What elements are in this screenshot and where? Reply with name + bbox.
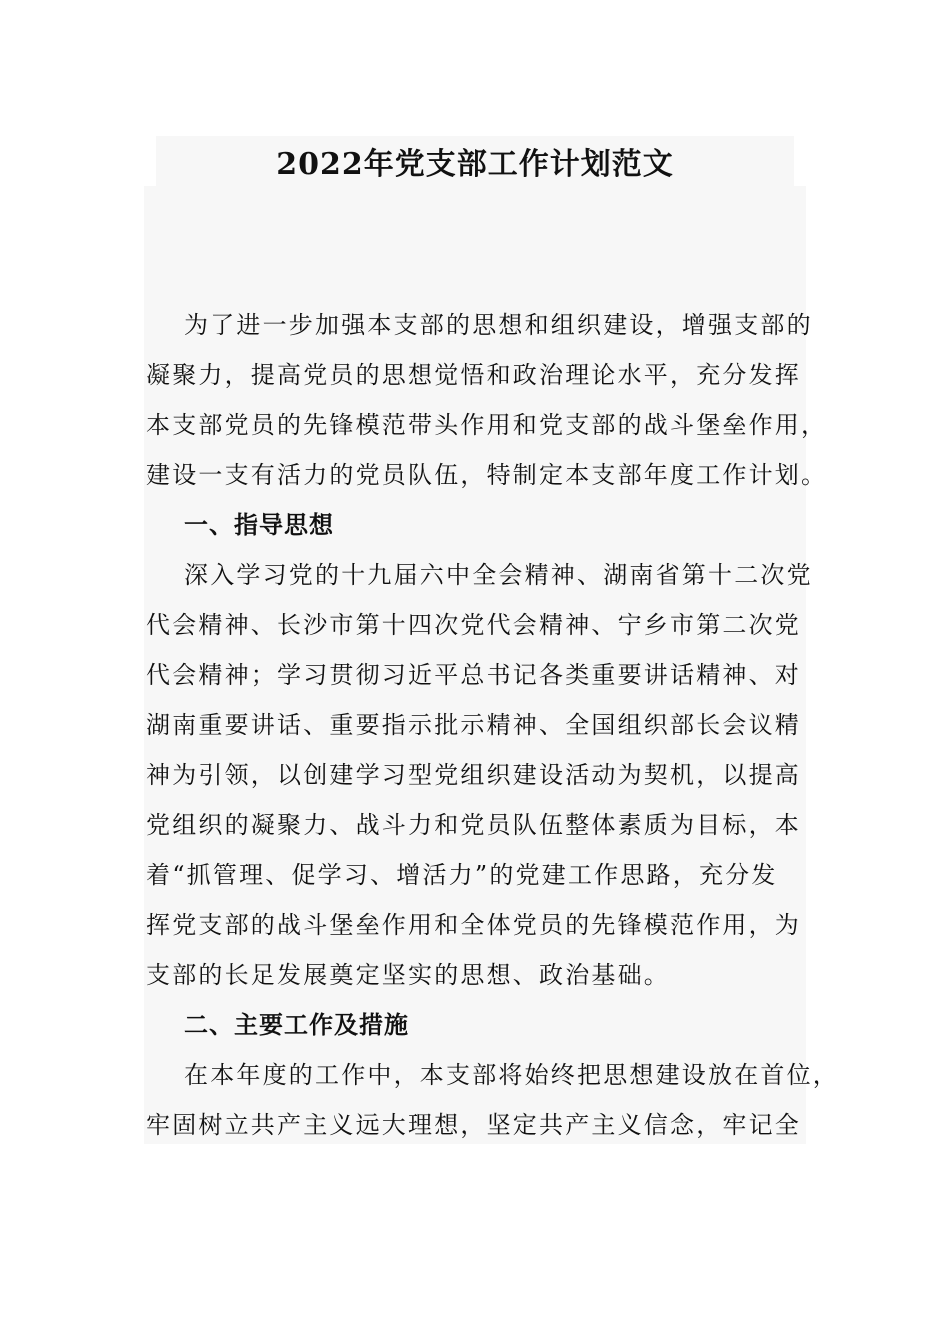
paragraph-intro-line-4: 建设一支有活力的党员队伍，特制定本支部年度工作计划。 — [146, 461, 828, 489]
paragraph-guiding-line-4: 湖南重要讲话、重要指示批示精神、全国组织部长会议精 — [146, 711, 801, 739]
paragraph-guiding-line-5: 神为引领，以创建学习型党组织建设活动为契机，以提高 — [146, 761, 801, 789]
section-heading-main-work: 二、主要工作及措施 — [184, 1011, 409, 1039]
paragraph-guiding-line-3: 代会精神；学习贯彻习近平总书记各类重要讲话精神、对 — [146, 661, 801, 689]
document-title: 2022年党支部工作计划范文 — [276, 147, 674, 182]
paragraph-intro-line-2: 凝聚力，提高党员的思想觉悟和政治理论水平，充分发挥 — [146, 361, 801, 389]
paragraph-guiding-line-9: 支部的长足发展奠定坚实的思想、政治基础。 — [146, 961, 670, 989]
paragraph-guiding-line-2: 代会精神、长沙市第十四次党代会精神、宁乡市第二次党 — [146, 611, 801, 639]
paragraph-main-work-line-2: 牢固树立共产主义远大理想，坚定共产主义信念，牢记全 — [146, 1111, 801, 1139]
paragraph-guiding-line-8: 挥党支部的战斗堡垒作用和全体党员的先锋模范作用，为 — [146, 911, 801, 939]
paragraph-guiding-line-7: 着“抓管理、促学习、增活力”的党建工作思路，充分发 — [146, 861, 778, 889]
paragraph-intro-line-1: 为了进一步加强本支部的思想和组织建设，增强支部的 — [184, 311, 813, 339]
paragraph-guiding-line-6: 党组织的凝聚力、战斗力和党员队伍整体素质为目标，本 — [146, 811, 801, 839]
paragraph-intro-line-3: 本支部党员的先锋模范带头作用和党支部的战斗堡垒作用， — [146, 411, 828, 439]
section-heading-guiding-ideology: 一、指导思想 — [184, 511, 334, 539]
paragraph-guiding-line-1: 深入学习党的十九届六中全会精神、湖南省第十二次党 — [184, 561, 813, 589]
paragraph-main-work-line-1: 在本年度的工作中，本支部将始终把思想建设放在首位， — [184, 1061, 839, 1089]
